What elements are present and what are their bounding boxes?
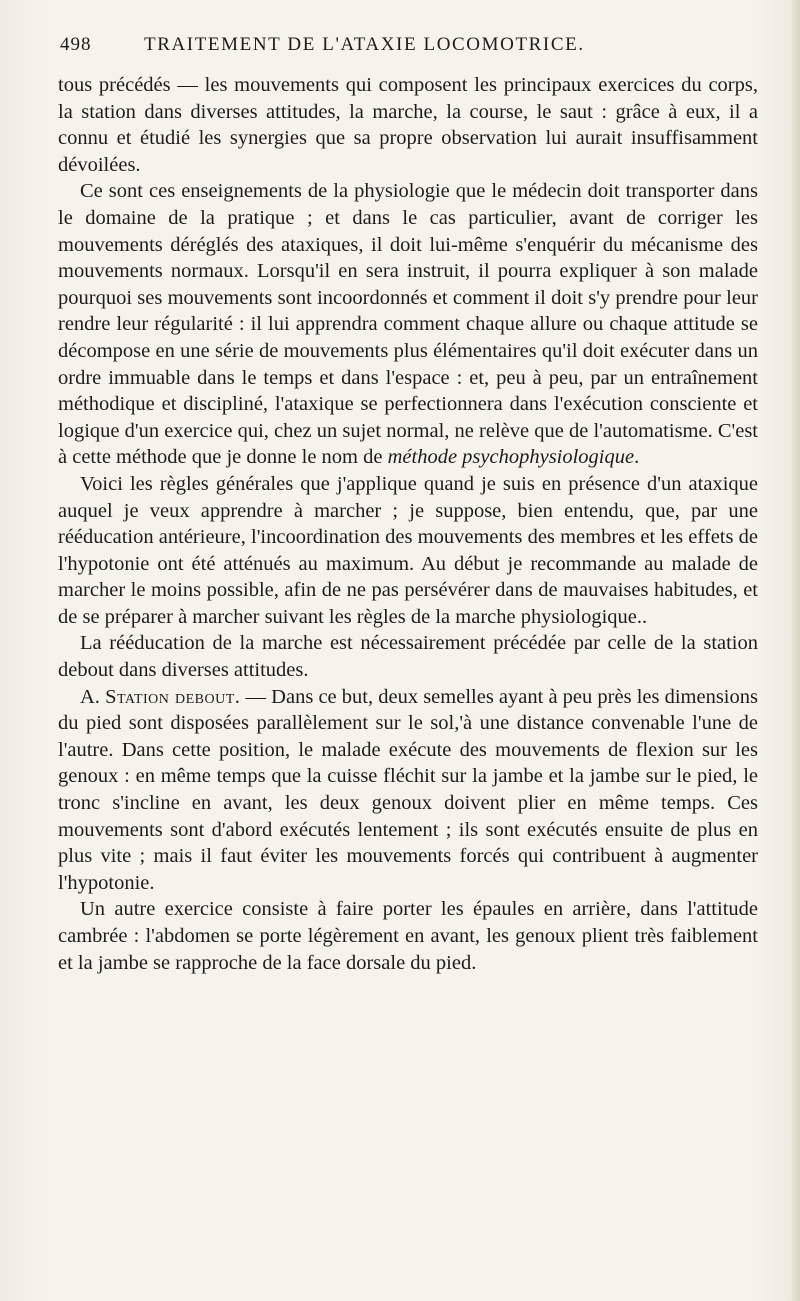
paragraph-3: [58, 471, 758, 631]
paragraph-2-end: .: [634, 446, 640, 469]
section-letter: A.: [80, 685, 106, 708]
paragraph-2-italic-term: méthode psychophysiologique: [387, 446, 635, 469]
page-header: [60, 34, 760, 60]
running-title: TRAITEMENT DE L'ATAXIE LOCOMOTRICE.: [144, 34, 585, 55]
page-edge-shadow: [790, 0, 800, 1301]
paragraph-6-text: Un autre exercice consiste à faire porter les épaules en arrière, dans l'attitude cambrée : l'abdomen se porte légèrement en avant, les genoux plient très faiblement et la jambe se rapproche de la face dorsale du pied.: [58, 898, 758, 974]
paragraph-5: [58, 684, 758, 897]
paragraph-1-text: tous précédés — les mouvements qui composent les principaux exercices du corps, la station dans diverses attitudes, la marche, la course, le saut : grâce à eux, il a connu et étudié les synergies que sa propre observation lui aurait insuffisamment dévoilées.: [58, 74, 758, 176]
paragraph-5-text: — Dans ce but, deux semelles ayant à peu près les dimensions du pied sont disposées parallèlement sur le sol,'à une distance convenable l'une de l'autre. Dans cette position, le malade exécute des mouvements de flexion sur les genoux : en même temps que la cuisse fléchit sur la jambe et la jambe sur le pied, le tronc s'incline en avant, les deux genoux doivent plier en même temps. Ces mouvements sont d'abord exécutés lentement ; ils sont exécutés ensuite de plus en plus vite ; mais il faut éviter les mouvements forcés qui contribuent à augmenter l'hypotonie.: [58, 685, 758, 894]
paragraph-1: [58, 72, 758, 178]
body-text: [58, 72, 758, 976]
section-heading: Station debout.: [105, 685, 241, 708]
paragraph-3-text: Voici les règles générales que j'applique quand je suis en présence d'un ataxique auquel je veux apprendre à marcher ; je suppose, bien entendu, que, par une rééducation antérieure, l'incoordination des mouvements des membres et les effets de l'hypotonie ont été atténués au maximum. Au début je recommande au malade de marcher le moins possible, afin de ne pas persévérer dans de mauvaises habitudes, et de se préparer à marcher suivant les règles de la marche physiologique..: [58, 472, 758, 628]
page-number: 498: [60, 34, 92, 55]
paragraph-6: [58, 896, 758, 976]
paragraph-4-text: La rééducation de la marche est nécessairement précédée par celle de la station debout dans diverses attitudes.: [58, 632, 758, 682]
paragraph-2-text: Ce sont ces enseignements de la physiologie que le médecin doit transporter dans le domaine de la pratique ; et dans le cas particulier, avant de corriger les mouvements déréglés des ataxiques, il doit lui-même s'enquérir du mécanisme des mouvements normaux. Lorsqu'il en sera instruit, il pourra expliquer à son malade pourquoi ses mouvements sont incoordonnés et comment il doit s'y prendre pour leur rendre leur régularité : il lui apprendra comment chaque allure ou chaque attitude se décompose en une série de mouvements plus élémentaires qu'il doit exécuter dans un ordre immuable dans le temps et dans l'espace : et, peu à peu, par un entraînement méthodique et discipliné, l'ataxique se perfectionnera dans l'exécution consciente et logique d'un exercice qui, chez un sujet normal, ne relève que de l'automatisme. C'est à cette méthode que je donne le nom de: [58, 180, 758, 469]
paragraph-4: [58, 630, 758, 683]
paragraph-2: [58, 178, 758, 471]
